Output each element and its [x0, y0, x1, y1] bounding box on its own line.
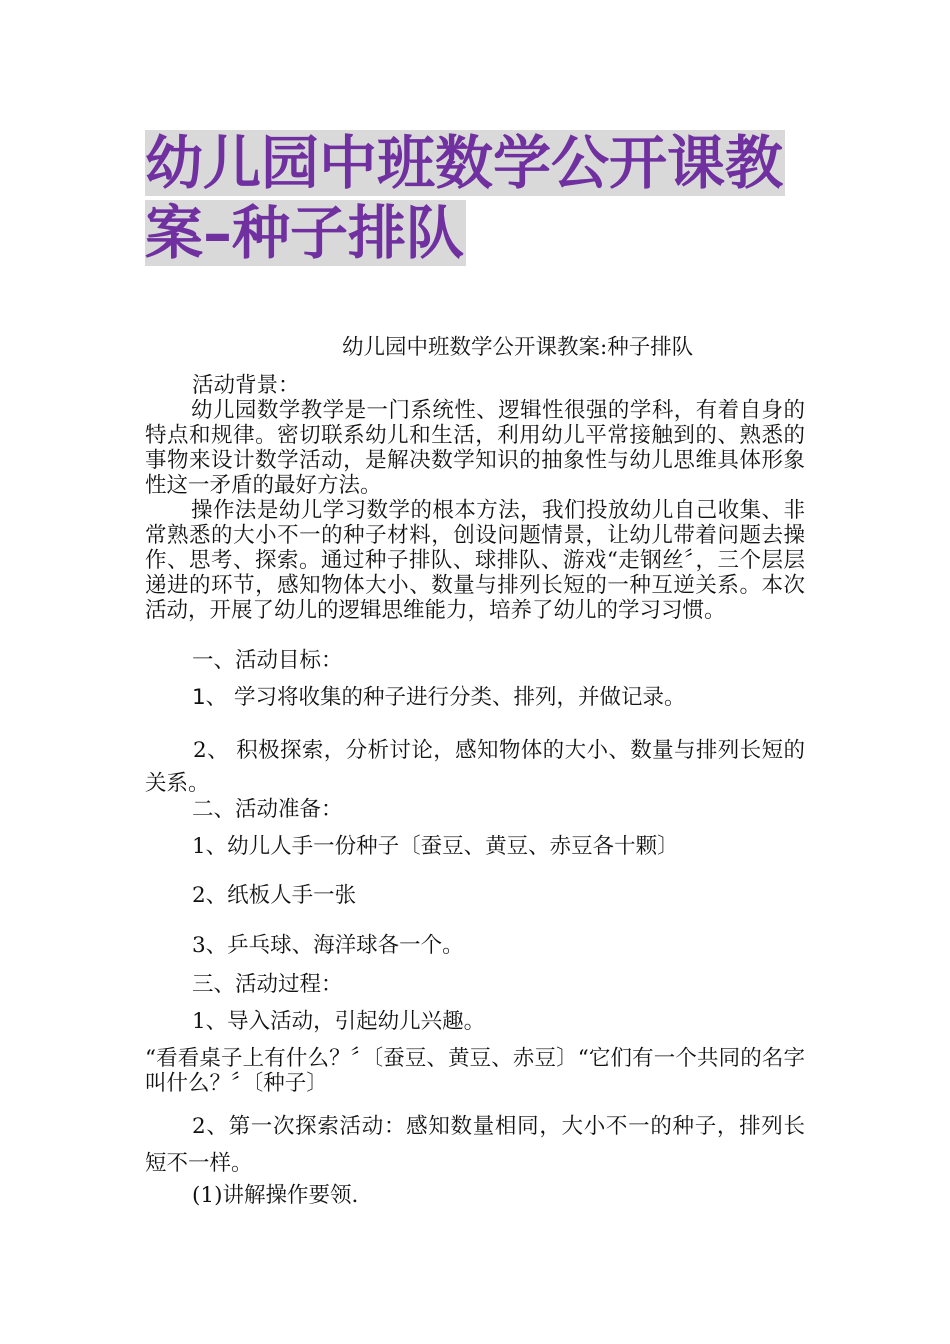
- process-step-2a: (1)讲解操作要领.: [192, 1183, 359, 1208]
- prep-item-2: 2、纸板人手一张: [192, 883, 357, 908]
- goals-heading: 一、活动目标：: [192, 648, 343, 673]
- goal-item-1: 1、 学习将收集的种子进行分类、排列，并做记录。: [192, 685, 686, 710]
- goal-item-2: 2、 积极探索，分析讨论，感知物体的大小、数量与排列长短的关系。: [145, 738, 805, 796]
- doc-title-line-2: 案–种子排队: [145, 199, 465, 267]
- process-step-1: 1、导入活动，引起幼儿兴趣。: [192, 1009, 486, 1034]
- background-heading: 活动背景：: [192, 373, 300, 398]
- prep-heading: 二、活动准备：: [192, 797, 343, 822]
- process-step-2: 2、第一次探索活动：感知数量相同，大小不一的种子，排列长短不一样。: [145, 1114, 805, 1176]
- doc-title-line-1: 幼儿园中班数学公开课教: [145, 129, 784, 197]
- process-heading: 三、活动过程：: [192, 972, 343, 997]
- doc-subtitle: 幼儿园中班数学公开课教案:种子排队: [342, 335, 694, 360]
- prep-item-3: 3、乒乓球、海洋球各一个。: [192, 933, 464, 958]
- prep-item-1: 1、幼儿人手一份种子〔蚕豆、黄豆、赤豆各十颗〕: [192, 834, 679, 859]
- paragraph-1: 幼儿园数学教学是一门系统性、逻辑性很强的学科，有着自身的特点和规律。密切联系幼儿和生活，利用幼儿平常接触到的、熟悉的事物来设计数学活动，是解决数学知识的抽象性与幼儿思维具体形象性这一矛盾的最好方法。: [145, 398, 805, 498]
- paragraph-2: 操作法是幼儿学习数学的根本方法，我们投放幼儿自己收集、非常熟悉的大小不一的种子材料，创设问题情景，让幼儿带着问题去操作、思考、探索。通过种子排队、球排队、游戏“走钢丝〞，三个层层递进的环节，感知物体大小、数量与排列长短的一种互逆关系。本次活动，开展了幼儿的逻辑思维能力，培养了幼儿的学习习惯。: [145, 498, 805, 623]
- dialogue-paragraph: “看看桌子上有什么？〞〔蚕豆、黄豆、赤豆〕“它们有一个共同的名字叫什么？〞〔种子〕: [145, 1046, 805, 1096]
